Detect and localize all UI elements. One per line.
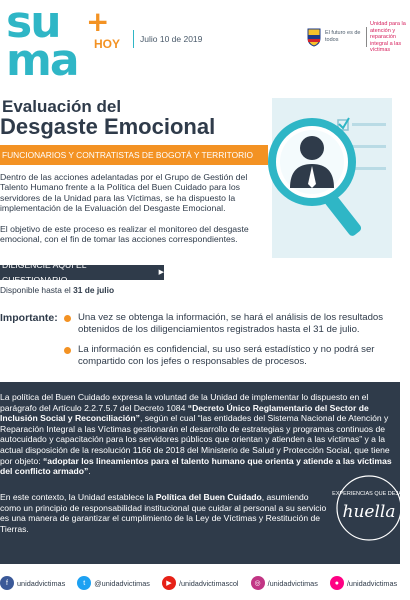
social-handle: /unidadvictimas [267,578,318,588]
policy-name: Política del Buen Cuidado [155,492,262,502]
intro-paragraph-2: El objetivo de este proceso es realizar el monitoreo del desgaste emocional, con el fin de tomar las acciones correspondientes. [0,224,249,245]
suma-hoy-logo [6,0,126,90]
social-handle: unidadvictimas [17,578,66,588]
important-list [64,312,400,376]
policy-paragraph-1 [0,392,400,477]
colombia-shield-icon [306,27,322,47]
social-link-twitter[interactable] [77,576,150,590]
social-handle: @unidadvictimas [94,578,150,588]
social-link-youtube[interactable] [162,576,239,590]
evaluation-magnifier-illustration [254,80,400,280]
logo-divider [366,27,367,47]
bullet-text: La información es confidencial, su uso será estadístico y no podrá ser compartido con los jefes o responsables de procesos. [78,344,375,367]
social-footer [0,566,400,600]
facebook-icon: f [0,576,14,590]
availability-prefix: Disponible hasta el [0,285,71,295]
page-title-line2: Desgaste Emocional [0,114,216,139]
experiencias-huella-badge-icon [334,473,404,543]
policy-text: . [88,466,91,477]
logo-hoy: HOY [94,37,121,51]
flickr-icon: ● [330,576,344,590]
social-handle: /unidadvictimascol [178,578,239,588]
twitter-icon: t [77,576,91,590]
social-link-instagram[interactable] [251,576,318,590]
policy-objective: “adoptar los lineamientos para el talento humano que orienta y atiende a las víctimas del conflicto armado” [0,455,392,477]
gov-slogan: El futuro es de todos [325,30,361,44]
policy-text: , según el cual “las entidades del Sistema Nacional de Atención y Reparación Integral a las Víctimas gestionarán el desarrollo de estrategias y programas continuos de autocuidado y capacitación para los servidores públicos que orientan y atienden a las víctimas” y a la actual disposición de la resolución 1166 de 2018 del Ministerio de Salud y Protección Social, que tiene por objeto: [0,413,390,466]
policy-decree-name: “Decreto Único Reglamentario del Sector de Inclusión Social y Reconciliación” [0,402,369,424]
unidad-victimas-logo-text: Unidad para la atención y reparación integral a las víctimas [370,21,406,53]
social-handle: /unidadvictimas [346,578,398,588]
availability-note [0,285,114,295]
bullet-dot-icon [64,315,71,322]
badge-main-text: huella [342,502,396,522]
questionnaire-link-label: DILIGENCIE AQUÍ EL CUESTIONARIO [2,259,87,285]
logo-plus: + [86,5,110,38]
badge-top-text: EXPERIENCIAS QUE DEJAN [332,491,406,497]
bullet-text: Una vez se obtenga la información, se hará el análisis de los resultados obtenidos de los diligenciamientos registrados hasta el 31 de julio. [78,312,384,335]
logo-line2: ma [6,35,78,86]
page-title-line1: Evaluación del [2,97,122,116]
intro-paragraph-1: Dentro de las acciones adelantadas por el Grupo de Gestión del Talento Humano frente a la Política del Buen Cuidado para los servidores de la Unidad para las Víctimas, se ha dispuesto la implementación de la Evaluación del Desgaste Emocional. [0,172,248,214]
youtube-icon: ▶ [162,576,176,590]
questionnaire-link-button[interactable] [0,259,164,285]
play-arrow-icon: ▶ [158,269,164,276]
logo-line1: su [6,0,60,48]
instagram-icon: ◎ [251,576,265,590]
list-item [64,312,400,336]
important-label: Importante: [0,312,58,324]
issue-date: Julio 10 de 2019 [133,30,202,48]
government-logos [306,21,410,54]
policy-paragraph-2 [0,492,330,534]
bullet-dot-icon [64,347,71,354]
policy-text: , asumiendo como un principio de responsabilidad institucional que cuidar al personal a su servicio es una manera de garantizar el cumplimiento de la Ley de Víctimas y Restitución de Tierras. [0,492,327,534]
list-item [64,344,400,368]
social-link-facebook[interactable] [0,576,65,590]
policy-section [0,382,406,564]
policy-text: En este contexto, la Unidad establece la [0,492,156,502]
policy-text: La política del Buen Cuidado expresa la voluntad de la Unidad de implementar lo dispuesto en el parágrafo del Artículo 2.2.7.5.7 del Decreto 1084 [0,392,369,413]
audience-band: FUNCIONARIOS Y CONTRATISTAS DE BOGOTÁ Y TERRITORIO [0,145,268,165]
social-link-flickr[interactable] [330,576,397,590]
availability-date: 31 de julio [73,285,115,295]
